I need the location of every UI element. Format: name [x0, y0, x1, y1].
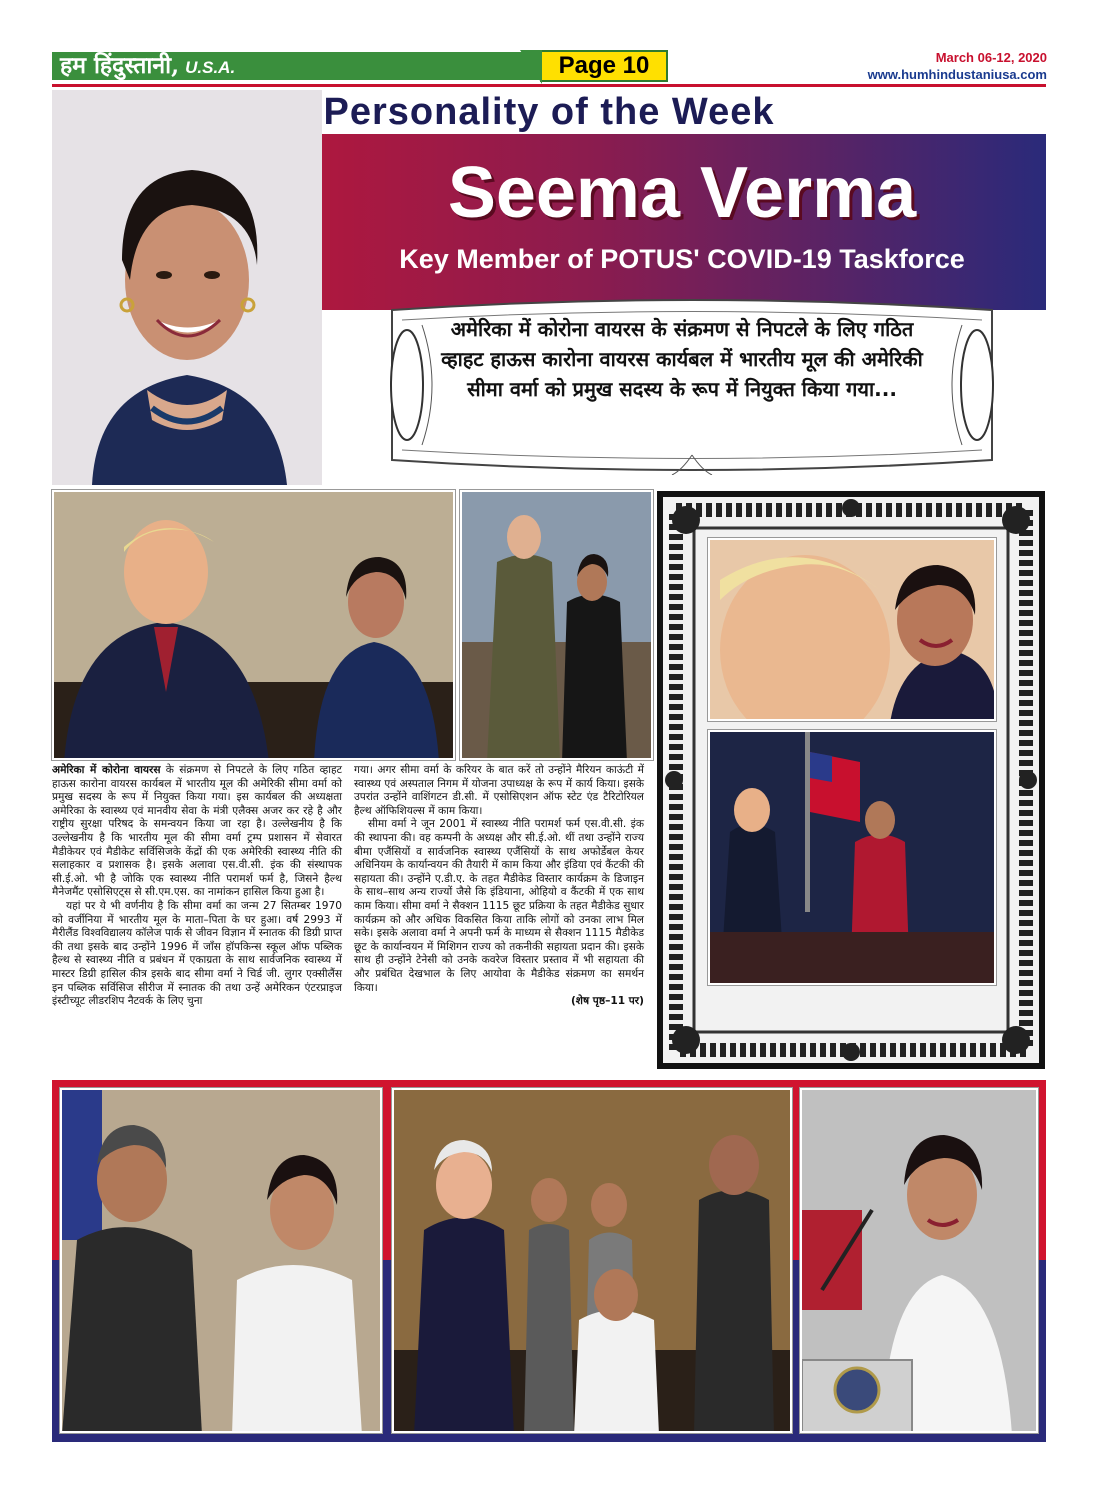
greeting-photo-illustration — [62, 1090, 382, 1433]
standing-photo-illustration — [462, 492, 653, 760]
photo-swearing-in — [392, 1088, 792, 1433]
article-paragraph: यहां पर ये भी वर्णनीय है कि सीमा वर्मा का जन्म 27 सितम्बर 1970 को वर्जीनिया में भारतीय मूल के माता–पिता के घर हुआ। वर्ष 2993 में मैरीलैंड विश्वविद्यालय कॉलेज पार्क से जीवन विज्ञान में स्नातक की डिग्री प्राप्त की तथा इसके बाद उन्होंने 1996 में जॉंस हॉपकिन्स स्कूल ऑफ पब्लिक हैल्थ से स्वास्थ्य नीति व प्रबंधन में एकाग्रता के साथ सार्वजनिक स्वास्थ्य में मास्टर डिग्री हासिल कीत्र इसके बाद सीमा वर्मा ने चिर्ड जी. लुगर एक्सीलैंस इन पब्लिक सर्विसिज सीरीज में स्नातक की तथा उन्हें अमेरिकन एंटरप्राइज इंस्टीच्यूट लीडरशिप नैटवर्क के लिए चुना — [52, 899, 342, 1008]
closeup-photo-illustration — [710, 540, 996, 721]
portrait-photo — [52, 90, 322, 485]
applause-photo-illustration — [710, 732, 996, 985]
article-column-1 — [52, 764, 342, 1009]
article-paragraph: सीमा वर्मा ने जून 2001 में स्वास्थ्य नीति परामर्श फर्म एस.वी.सी. इंक की स्थापना की। वह कम्पनी के अध्यक्ष और सी.ई.ओ. थीं तथा उन्होंने राज्य बीमा एजैंसियों व सार्वजनिक स्वास्थ्य एजैंसियों के साथ अफोर्डेबल केयर अधिनियम के कार्यान्वयन की तैयारी में काम किया और इंडिया एवं कैंटकी की सहायता की। उन्होंने ए.डी.ए. के तहत मैडीकेड विस्तार कार्यक्रम के डिजाइन के साथ–साथ अन्य राज्यों जैसे कि इंडियाना, ओहियो व कैंटकी में एक साथ काम किया। सीमा वर्मा ने सैक्शन 1115 छूट प्रक्रिया के तहत मैडीकेड सुधार कार्यक्रम को और अधिक विकसित किया ताकि लोगों को उनका लाभ मिल सके। इसके अलावा वर्मा ने अपनी फर्म के माध्यम से सैक्शन 1115 मैडीकेड छूट के कार्यान्वयन में मिशिगन राज्य को तकनीकी सहायता प्रदान की। इसके साथ ही उन्होंने टेनेसी को उनके कवरेज विस्तार प्रस्ताव में भी सहायता की और प्रबंधित देखभाल के लिए आयोवा के मैडीकेड संक्रमण का समर्थन किया। — [354, 818, 644, 994]
article-body — [52, 764, 648, 1072]
website-link[interactable]: www.humhindustaniusa.com — [867, 67, 1047, 82]
masthead-suffix: U.S.A. — [185, 58, 236, 77]
continued-note: (शेष पृष्ठ–11 पर) — [570, 995, 644, 1008]
article-lead: अमेरिका में कोरोना वायरस — [52, 764, 161, 776]
ribbon-title: Personality of the Week — [323, 91, 775, 133]
feature-subtitle: Key Member of POTUS' COVID-19 Taskforce — [399, 244, 965, 274]
signing-photo-illustration — [394, 1090, 792, 1433]
portrait-illustration — [52, 90, 322, 485]
scroll-text: अमेरिका में कोरोना वायरस के संक्रमण से निपटले के लिए गठित व्हाहट हाऊस कारोना वायरस कार्यबल में भारतीय मूल की अमेरिकी सीमा वर्मा को प्रमुख सदस्य के रूप में नियुक्त किया गया... — [441, 317, 923, 401]
photo-closeup — [708, 538, 996, 721]
photo-podium — [800, 1088, 1038, 1433]
podium-photo-illustration — [802, 1090, 1038, 1433]
article-paragraph: गया। अगर सीमा वर्मा के करियर के बात करें तो उन्होंने मैरियन काऊंटी में स्वास्थ्य एवं अस्पताल निगम में योजना उपाध्यक्ष के रूप में कार्य किया। इसके उपरांत उन्होंने वाशिंगटन डी.सी. में एसोसिएशन ऑफ स्टेट एंड टैरिटोरियल हैल्थ ऑफिशियल्स में काम किया। — [354, 764, 644, 817]
article-text: के संक्रमण से निपटले के लिए गठित व्हाहट हाऊस कारोना वायरस कार्यबल में भारतीय मूल की अमेरिकी सीमा वर्मा को प्रमुख सदस्य के रूप में नियुक्त किया गया। इस कार्यबल की अध्यक्षता अमेरिका के स्वास्थ्य एवं मानवीय सेवा के मंत्री एलैक्स अजर कर रहे है और राष्ट्रीय सुरक्षा परिषद के समन्वयन किया जा रहा है। उल्लेखनीय है कि उल्लेखनीय है कि भारतीय मूल की सीमा वर्मा ट्रम्प प्रशासन में सेवारत मैडीकेयर एवं मैडीकेट सर्विसिजके केंद्रों की एक अमेरिकी स्वास्थ्य नीति की सलाहकार व प्रशासक है। इसके अलावा एस.वी.सी. इंक की संस्थापक सी.ई.ओ. भी है जोकि एक स्वास्थ्य नीति परामर्श फर्म है, जिसने हैल्थ मैनेजमैंट एसोसिएट्स से सी.एम.एस. का नामांकन हासिल किया हुआ है। — [52, 764, 342, 899]
photo-meeting — [52, 490, 455, 760]
feature-name: Seema Verma — [447, 153, 917, 233]
meeting-photo-illustration — [54, 492, 455, 760]
photo-standing-pair — [460, 490, 653, 760]
article-column-2 — [354, 764, 644, 1009]
feature-hero — [52, 90, 1046, 485]
article-paragraph — [52, 764, 342, 900]
issue-date: March 06-12, 2020 — [935, 50, 1047, 65]
page-number-badge: Page 10 — [540, 50, 668, 82]
masthead — [52, 52, 542, 80]
bottom-divider — [52, 1440, 1046, 1442]
masthead-title: हम हिंदुस्तानी, — [60, 52, 180, 79]
photo-applause — [708, 730, 996, 985]
header-divider — [52, 84, 1046, 87]
photo-greeting — [60, 1088, 382, 1433]
